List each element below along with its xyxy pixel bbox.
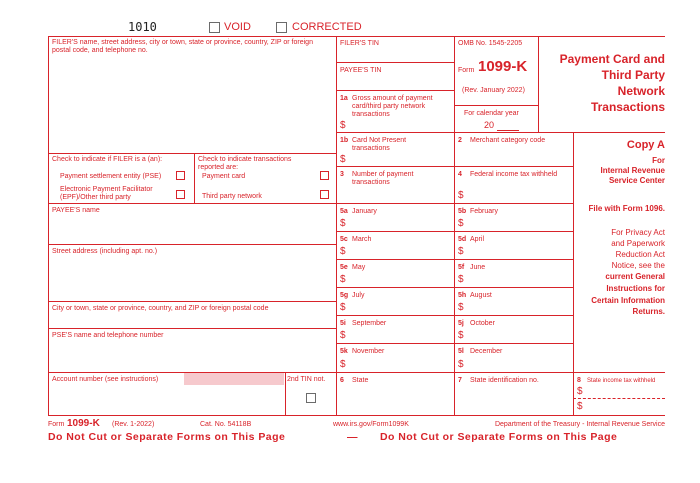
street-address-label: Street address (including apt. no.)	[52, 248, 158, 255]
copy-privacy-6: Instructions for	[606, 284, 665, 293]
rule	[48, 203, 336, 204]
title-line-1: Payment Card and	[559, 52, 665, 66]
calendar-year-label: For calendar year	[464, 110, 519, 117]
street-address-field[interactable]	[50, 258, 334, 299]
box-8-label: State income tax withheld	[587, 378, 656, 384]
pse-checkbox[interactable]	[176, 171, 185, 180]
box-4-field[interactable]	[468, 189, 571, 202]
corrected-label: CORRECTED	[292, 21, 362, 33]
box-1b-dollar: $	[340, 154, 346, 165]
copy-privacy-7: Certain Information	[591, 296, 665, 305]
box-6-label: State	[352, 377, 369, 384]
box-3-number: 3	[340, 171, 344, 178]
box-5k-field[interactable]	[350, 358, 452, 371]
account-number-field[interactable]	[184, 373, 284, 385]
cut-warning-dash: —	[347, 431, 358, 443]
box-1b-label: Card Not Present transactions	[352, 137, 407, 152]
box-2-label: Merchant category code	[470, 137, 546, 144]
payee-tin-label: PAYEE'S TIN	[340, 67, 382, 74]
copy-for: For	[652, 156, 665, 165]
third-party-network-checkbox[interactable]	[320, 190, 329, 199]
payee-tin-field[interactable]	[338, 76, 452, 89]
box-5k-number: 5k	[340, 348, 348, 355]
transactions-label: Check to indicate transactions reported are:	[198, 156, 292, 171]
payment-card-checkbox[interactable]	[320, 171, 329, 180]
rule	[336, 132, 665, 133]
rule	[194, 153, 195, 203]
copy-privacy-2: and Paperwork	[611, 239, 665, 248]
rule	[48, 244, 336, 245]
box-4-number: 4	[458, 171, 462, 178]
box-8-field-2[interactable]	[586, 400, 664, 414]
box-1a-label: Gross amount of payment card/third party network transactions	[352, 95, 433, 118]
box-5i-field[interactable]	[350, 330, 452, 342]
box-8-dollar-2: $	[577, 401, 583, 412]
box-6-number: 6	[340, 377, 344, 384]
box-5j-number: 5j	[458, 320, 464, 327]
box-3-field[interactable]	[338, 188, 452, 202]
payee-name-field[interactable]	[50, 216, 334, 242]
form-prefix: Form	[458, 67, 475, 74]
box-5l-field[interactable]	[468, 358, 571, 371]
box-5f-label: June	[470, 264, 486, 271]
second-tin-label: 2nd TIN not.	[287, 376, 326, 383]
copy-privacy-5: current General	[605, 272, 665, 281]
footer-url[interactable]: www.irs.gov/Form1099K	[333, 421, 409, 428]
box-5d-field[interactable]	[468, 246, 571, 258]
box-5j-field[interactable]	[468, 330, 571, 342]
cut-warning-right: Do Not Cut or Separate Forms on This Page	[380, 431, 618, 443]
box-5g-number: 5g	[340, 292, 349, 299]
rule	[336, 287, 573, 288]
box-5f-number: 5f	[458, 264, 465, 271]
box-5d-number: 5d	[458, 236, 467, 243]
box-1b-field[interactable]	[350, 154, 452, 165]
box-5c-field[interactable]	[350, 246, 452, 258]
footer-form-name: 1099-K	[67, 418, 100, 429]
rule	[454, 105, 538, 106]
rule	[538, 36, 539, 132]
box-5e-field[interactable]	[350, 274, 452, 286]
payment-card-label: Payment card	[202, 173, 246, 180]
box-5a-label: January	[352, 208, 377, 215]
footer-cat-number: Cat. No. 54118B	[200, 421, 252, 428]
copy-privacy-8: Returns.	[632, 307, 665, 316]
box-5i-dollar: $	[340, 330, 346, 341]
box-5f-field[interactable]	[468, 274, 571, 286]
rule	[336, 62, 454, 63]
rule	[336, 231, 573, 232]
box-2-number: 2	[458, 137, 462, 144]
box-5b-field[interactable]	[468, 218, 571, 230]
box-8-field-1[interactable]	[586, 386, 664, 397]
filer-tin-field[interactable]	[338, 49, 452, 61]
pse-name-field[interactable]	[50, 342, 334, 370]
rule	[336, 343, 573, 344]
rule	[336, 36, 337, 416]
filer-type-label: Check to indicate if FILER is a (an):	[52, 156, 163, 163]
box-5a-dollar: $	[340, 218, 346, 229]
box-1a-number: 1a	[340, 95, 348, 102]
footer-revision: (Rev. 1-2022)	[112, 421, 155, 428]
cut-warning-left: Do Not Cut or Separate Forms on This Page	[48, 431, 286, 443]
copy-privacy-3: Reduction Act	[615, 250, 665, 259]
box-1a-dollar: $	[340, 120, 346, 131]
box-5a-field[interactable]	[350, 218, 452, 230]
title-line-4: Transactions	[590, 100, 665, 114]
title-line-2: Third Party	[601, 68, 665, 82]
rule	[336, 203, 573, 204]
box-5j-label: October	[470, 320, 495, 327]
third-party-network-label: Third party network	[202, 193, 262, 200]
box-5h-field[interactable]	[468, 302, 571, 314]
box-5i-number: 5i	[340, 320, 346, 327]
rule	[336, 90, 454, 91]
box-7-field[interactable]	[456, 387, 571, 415]
omb-number: OMB No. 1545-2205	[458, 40, 523, 47]
box-5g-label: July	[352, 292, 365, 299]
box-5l-dollar: $	[458, 359, 464, 370]
box-5f-dollar: $	[458, 274, 464, 285]
footer-department: Department of the Treasury - Internal Revenue Service	[494, 421, 665, 428]
pse-name-label: PSE'S name and telephone number	[52, 332, 164, 339]
box-5k-dollar: $	[340, 359, 346, 370]
filer-name-label: FILER'S name, street address, city or town, state or province, country, ZIP or foreign postal code, and telephone no.	[52, 39, 313, 54]
title-line-3: Network	[617, 84, 665, 98]
box-5c-dollar: $	[340, 246, 346, 257]
calendar-year-field[interactable]	[497, 130, 519, 131]
epf-label: Electronic Payment Facilitator (EPF)/Other third party	[60, 186, 153, 201]
footer-form-prefix: Form	[48, 421, 65, 428]
rule	[573, 398, 665, 399]
box-5e-number: 5e	[340, 264, 348, 271]
copy-privacy-4: Notice, see the	[611, 261, 665, 270]
box-7-label: State identification no.	[470, 377, 539, 384]
filer-name-field[interactable]	[50, 58, 334, 150]
box-5g-dollar: $	[340, 302, 346, 313]
box-5e-dollar: $	[340, 274, 346, 285]
rule	[48, 328, 336, 329]
rule	[336, 372, 665, 373]
box-5h-number: 5h	[458, 292, 467, 299]
form-revision: (Rev. January 2022)	[462, 87, 525, 94]
box-5h-label: August	[470, 292, 492, 299]
void-checkbox[interactable]	[209, 22, 220, 33]
rule	[336, 166, 573, 167]
rule	[48, 301, 336, 302]
box-7-number: 7	[458, 377, 462, 384]
copy-irs-1: Internal Revenue	[600, 166, 665, 175]
rule	[336, 259, 573, 260]
box-3-label: Number of payment transactions	[352, 171, 414, 186]
payee-name-label: PAYEE'S name	[52, 207, 100, 214]
rule	[336, 315, 573, 316]
box-1a-field[interactable]	[350, 119, 452, 131]
filer-tin-label: FILER'S TIN	[340, 40, 379, 47]
calendar-year: 20	[484, 120, 495, 130]
city-label: City or town, state or province, country, and ZIP or foreign postal code	[52, 305, 269, 312]
box-8-dollar-1: $	[577, 386, 583, 397]
box-5l-label: December	[470, 348, 503, 355]
box-5d-dollar: $	[458, 246, 464, 257]
form-name: 1099-K	[478, 58, 528, 75]
box-5j-dollar: $	[458, 330, 464, 341]
box-5i-label: September	[352, 320, 387, 327]
city-field[interactable]	[50, 314, 334, 326]
rule	[573, 132, 574, 416]
box-1b-number: 1b	[340, 137, 349, 144]
pse-label: Payment settlement entity (PSE)	[60, 173, 162, 180]
rule	[48, 153, 336, 154]
box-5d-label: April	[470, 236, 485, 243]
copy-a: Copy A	[626, 139, 665, 151]
second-tin-checkbox[interactable]	[306, 393, 316, 403]
box-6-field[interactable]	[338, 387, 452, 415]
epf-checkbox[interactable]	[176, 190, 185, 199]
box-5b-label: February	[470, 208, 499, 215]
copy-file-with: File with Form 1096.	[588, 204, 665, 213]
box-5c-number: 5c	[340, 236, 348, 243]
box-5l-number: 5l	[458, 348, 464, 355]
account-number-label: Account number (see instructions)	[52, 376, 159, 383]
box-5g-field[interactable]	[350, 302, 452, 314]
rule	[454, 36, 455, 416]
box-4-label: Federal income tax withheld	[470, 171, 558, 178]
box-5e-label: May	[352, 264, 366, 271]
box-5a-number: 5a	[340, 208, 348, 215]
form-code: 1010	[128, 20, 157, 34]
box-5b-dollar: $	[458, 218, 464, 229]
box-5b-number: 5b	[458, 208, 467, 215]
rule	[285, 372, 286, 416]
box-4-dollar: $	[458, 190, 464, 201]
box-8-number: 8	[577, 377, 581, 384]
box-5h-dollar: $	[458, 302, 464, 313]
box-5k-label: November	[352, 348, 385, 355]
copy-privacy-1: For Privacy Act	[611, 228, 665, 237]
void-label: VOID	[224, 21, 251, 33]
box-5c-label: March	[352, 236, 372, 243]
box-2-field[interactable]	[456, 147, 571, 165]
corrected-checkbox[interactable]	[276, 22, 287, 33]
copy-irs-2: Service Center	[608, 176, 665, 185]
